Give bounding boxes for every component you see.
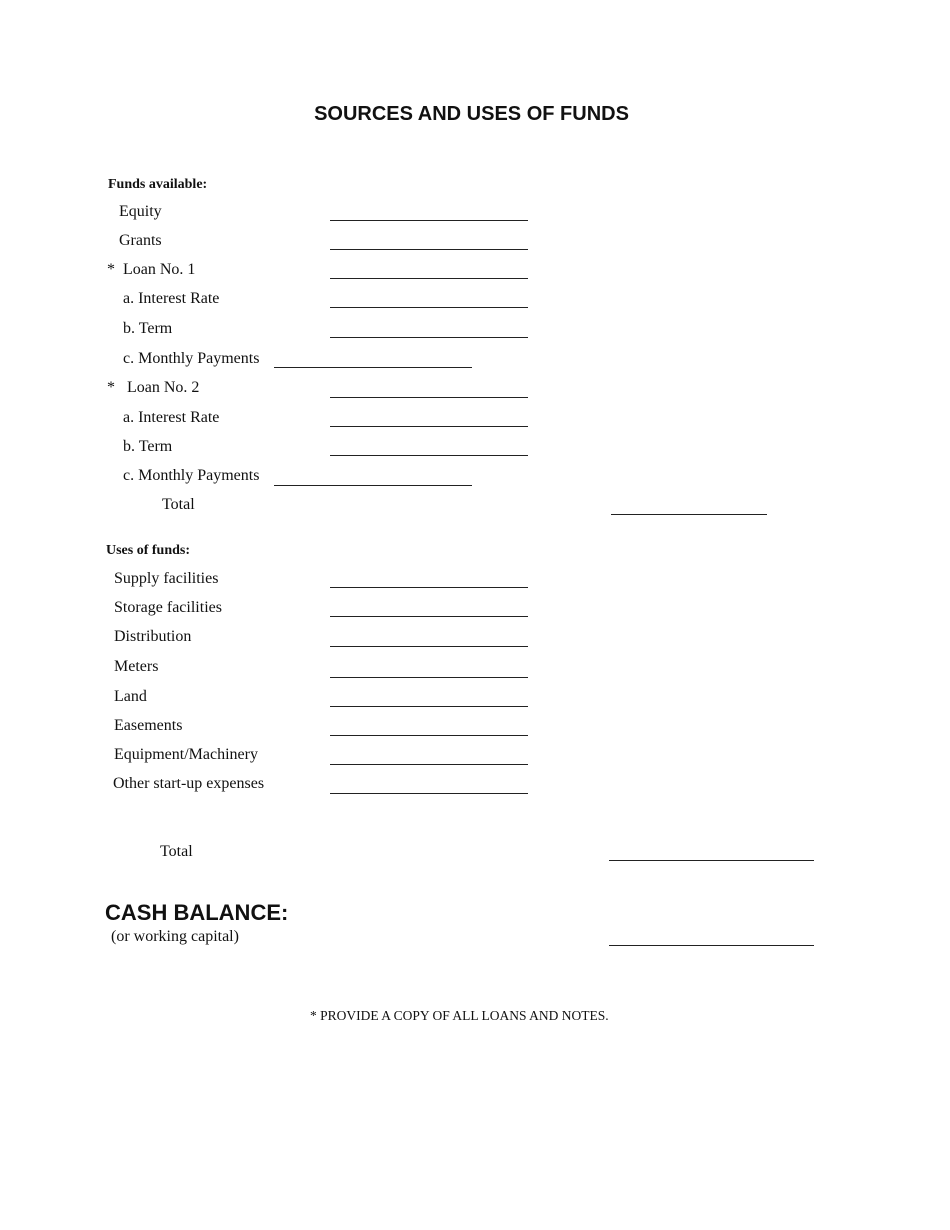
loan2-asterisk: * [107, 379, 115, 396]
storage-facilities-field[interactable] [330, 616, 528, 617]
loan2-interest-label: a. Interest Rate [123, 409, 220, 426]
loan2-label: Loan No. 2 [127, 379, 200, 396]
loan2-interest-field[interactable] [330, 426, 528, 427]
loan1-monthly-field[interactable] [274, 367, 472, 368]
supply-facilities-field[interactable] [330, 587, 528, 588]
supply-facilities-label: Supply facilities [114, 570, 219, 587]
easements-field[interactable] [330, 735, 528, 736]
loan1-interest-field[interactable] [330, 307, 528, 308]
grants-label: Grants [119, 232, 162, 249]
loan2-field[interactable] [330, 397, 528, 398]
land-label: Land [114, 688, 147, 705]
funds-available-heading: Funds available: [108, 177, 208, 192]
uses-of-funds-heading: Uses of funds: [106, 543, 191, 558]
footnote: * PROVIDE A COPY OF ALL LOANS AND NOTES. [310, 1008, 609, 1023]
loan2-term-field[interactable] [330, 455, 528, 456]
equipment-machinery-field[interactable] [330, 764, 528, 765]
loan1-asterisk: * [107, 261, 115, 278]
other-startup-expenses-field[interactable] [330, 793, 528, 794]
loan1-interest-label: a. Interest Rate [123, 290, 220, 307]
loan1-term-field[interactable] [330, 337, 528, 338]
equity-label: Equity [119, 203, 162, 220]
uses-total-label: Total [160, 843, 193, 860]
loan2-monthly-field[interactable] [274, 485, 472, 486]
other-startup-expenses-label: Other start-up expenses [113, 775, 265, 792]
loan2-monthly-label: c. Monthly Payments [123, 467, 260, 484]
loan1-monthly-label: c. Monthly Payments [123, 350, 260, 367]
distribution-label: Distribution [114, 628, 192, 645]
equity-field[interactable] [330, 220, 528, 221]
distribution-field[interactable] [330, 646, 528, 647]
land-field[interactable] [330, 706, 528, 707]
loan1-term-label: b. Term [123, 320, 173, 337]
meters-label: Meters [114, 658, 159, 675]
easements-label: Easements [114, 717, 183, 734]
storage-facilities-label: Storage facilities [114, 599, 222, 616]
grants-field[interactable] [330, 249, 528, 250]
page-title: SOURCES AND USES OF FUNDS [314, 103, 629, 125]
cash-balance-field[interactable] [609, 945, 814, 946]
equipment-machinery-label: Equipment/Machinery [114, 746, 258, 763]
funds-total-field[interactable] [611, 514, 767, 515]
uses-total-field[interactable] [609, 860, 814, 861]
funds-total-label: Total [162, 496, 195, 513]
loan1-label: Loan No. 1 [123, 261, 196, 278]
loan1-field[interactable] [330, 278, 528, 279]
working-capital-label: (or working capital) [111, 928, 239, 945]
meters-field[interactable] [330, 677, 528, 678]
cash-balance-heading: CASH BALANCE: [105, 900, 289, 925]
loan2-term-label: b. Term [123, 438, 173, 455]
